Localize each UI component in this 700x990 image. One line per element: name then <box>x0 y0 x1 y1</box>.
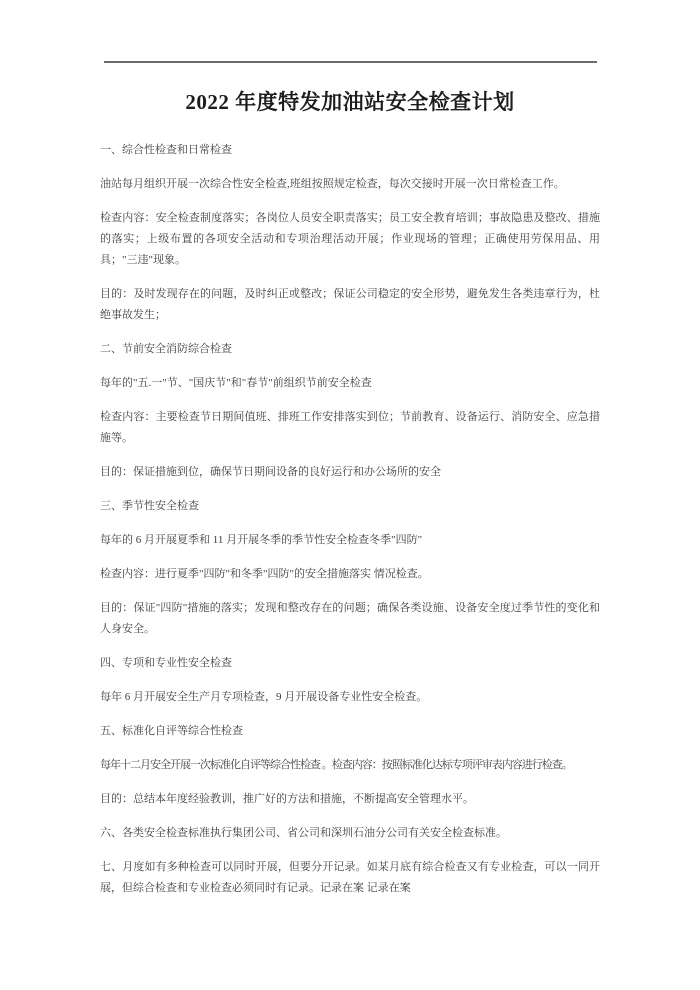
paragraph: 检查内容：安全检查制度落实；各岗位人员安全职责落实；员工安全教育培训；事故隐患及整改、措施的落实；上级布置的各项安全活动和专项治理活动开展；作业现场的管理；正确使用劳保用品、用具；"三违"现象。 <box>100 212 600 266</box>
paragraph: 目的：保证"四防"措施的落实；发现和整改存在的问题；确保各类设施、设备安全度过季节性的变化和人身安全。 <box>100 602 600 635</box>
paragraph: 目的：保证措施到位，确保节日期间设备的良好运行和办公场所的安全 <box>100 466 441 478</box>
paragraph: 检查内容：进行夏季"四防"和冬季"四防"的安全措施落实 情况检查。 <box>100 568 429 580</box>
section-heading-2: 二、节前安全消防综合检查 <box>100 343 232 355</box>
section-heading-4: 四、专项和专业性安全检查 <box>100 657 232 669</box>
section-heading-6: 六、各类安全检查标准执行集团公司、省公司和深圳石油分公司有关安全检查标准。 <box>100 827 507 839</box>
paragraph: 每年的"五.一"节、"国庆节"和"春节"前组织节前安全检查 <box>100 377 372 389</box>
paragraph: 检查内容：主要检查节日期间值班、排班工作安排落实到位；节前教育、设备运行、消防安全、应急措施等。 <box>100 411 600 444</box>
section-heading-1: 一、综合性检查和日常检查 <box>100 144 232 156</box>
paragraph: 每年十二月安全开展一次标准化自评等综合性检查 。检查内容：按照标准化达标专项评审表内容进行检查。 <box>100 759 572 771</box>
document-title: 2022 年度特发加油站安全检查计划 <box>185 90 515 114</box>
section-heading-3: 三、季节性安全检查 <box>100 500 199 512</box>
paragraph: 目的：总结本年度经验教训，推广好的方法和措施，不断提高安全管理水平。 <box>100 793 474 805</box>
paragraph: 油站每月组织开展一次综合性安全检查,班组按照规定检查，每次交接时开展一次日常检查工作。 <box>100 178 565 190</box>
paragraph: 目的：及时发现存在的问题，及时纠正或整改；保证公司稳定的安全形势，避免发生各类违章行为，杜绝事故发生； <box>100 288 600 321</box>
document-body <box>100 140 600 912</box>
paragraph: 每年 6 月开展安全生产月专项检查，9 月开展设备专业性安全检查。 <box>100 691 428 703</box>
section-heading-7: 七、月度如有多种检查可以同时开展，但要分开记录。如某月底有综合检查又有专业检查，可以一同开展，但综合检查和专业检查必须同时有记录。记录在案 记录在案 <box>100 861 600 894</box>
section-heading-5: 五、标准化自评等综合性检查 <box>100 725 243 737</box>
paragraph: 每年的 6 月开展夏季和 11 月开展冬季的季节性安全检查冬季"四防" <box>100 534 423 546</box>
header-rule <box>104 61 597 63</box>
